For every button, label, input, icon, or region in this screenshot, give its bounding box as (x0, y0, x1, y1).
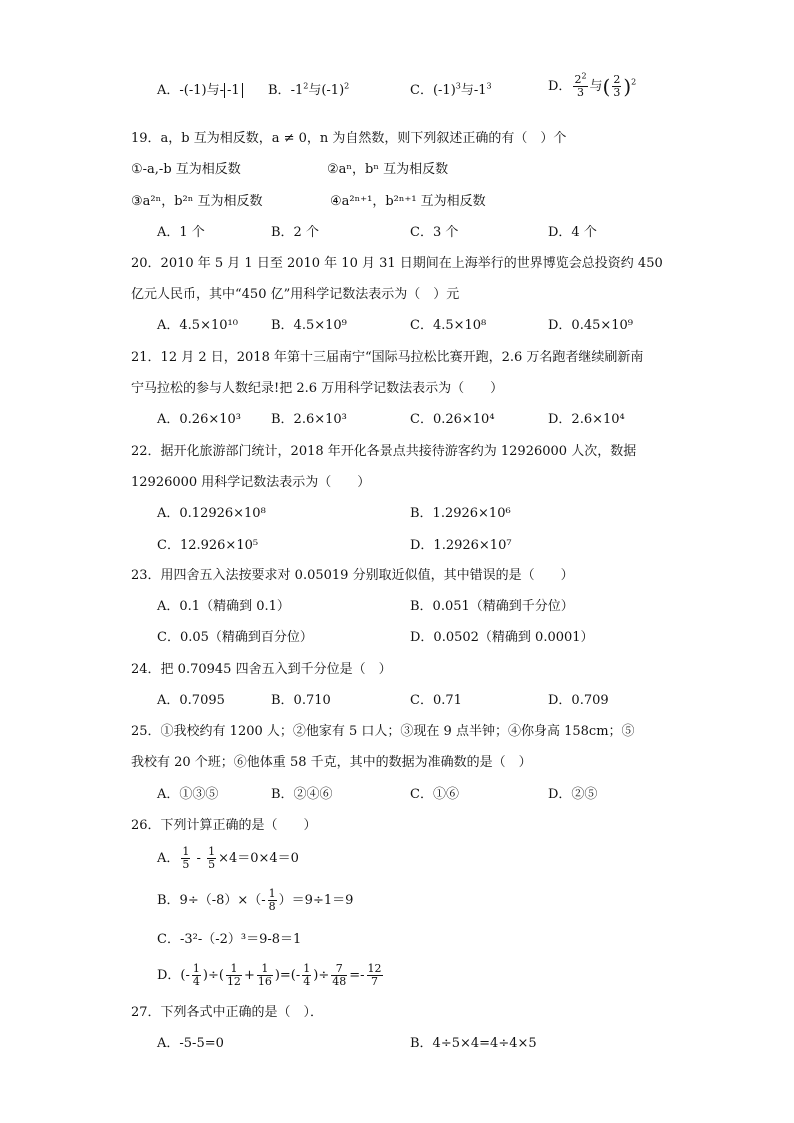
q26-option-d: D．(- $\frac{1}{4}$ )÷( $\frac{1}{12}$ + $\frac{1}{16}$ )=(- $\frac{1}{4}$ )÷ $\frac{7}{48}$ =- $\frac{12}{7}$ (157, 962, 382, 988)
q24-option-d: D．0.709 (548, 693, 609, 708)
q19-option-c: C．3 个 (410, 225, 459, 240)
q23-option-c: C．0.05（精确到百分位） (157, 630, 313, 645)
q26-option-b: B．9÷（-8）×（- $\frac{1}{8}$ ）＝9÷1＝9 (157, 887, 354, 913)
q27-stem: 27．下列各式中正确的是（ ）． (131, 1005, 324, 1020)
q24-stem: 24．把 0.70945 四舍五入到千分位是（ ） (131, 662, 392, 677)
q22-option-c: C．12.926×10⁵ (157, 538, 259, 553)
q25-option-a: A．①③⑤ (157, 787, 219, 802)
q21-option-b: B．2.6×10³ (271, 412, 347, 427)
q20-option-c: C．4.5×10⁸ (410, 318, 487, 333)
q20-option-d: D．0.45×10⁹ (548, 318, 634, 333)
q22-option-a: A．0.12926×10⁸ (157, 506, 266, 521)
q26-option-a: A． $\frac{1}{5}$ - $\frac{1}{5}$ ×4＝0×4＝0 (157, 845, 299, 871)
q18-option-b: B．$-1^2$与$(-1)^2$ (268, 81, 350, 98)
q23-option-d: D．0.0502（精确到 0.0001） (410, 630, 594, 645)
q25-option-d: D．②⑤ (548, 787, 598, 802)
q20-stem-line1: 20．2010 年 5 月 1 日至 2010 年 10 月 31 日期间在上海举行的世界博览会总投资约 450 (131, 256, 663, 271)
q21-stem-line2: 宁马拉松的参与人数纪录!把 2.6 万用科学记数法表示为（ ） (131, 381, 504, 396)
q19-option-a: A．1 个 (157, 225, 205, 240)
q19-statement-2: ②aⁿ，bⁿ 互为相反数 (327, 162, 449, 177)
q18-option-c: C．$(-1)^3$与$-1^3$ (410, 81, 492, 98)
q25-stem-line2: 我校有 20 个班；⑥他体重 58 千克，其中的数据为准确数的是（ ） (131, 755, 532, 770)
q20-option-b: B．4.5×10⁹ (271, 318, 347, 333)
q24-option-c: C．0.71 (410, 693, 462, 708)
q24-option-a: A．0.7095 (157, 693, 225, 708)
q18-option-a: A．-(-1)与- -1 (157, 82, 243, 100)
q23-option-b: B．0.051（精确到千分位） (410, 599, 574, 614)
q18-option-d: D． $\frac{2^2}{3}$ 与( $\frac{2}{3}$ )$^2$ (548, 71, 637, 99)
q19-statement-3: ③a²ⁿ，b²ⁿ 互为相反数 (131, 194, 263, 209)
q22-option-d: D．1.2926×10⁷ (410, 538, 512, 553)
q22-stem-line2: 12926000 用科学记数法表示为（ ） (131, 475, 371, 490)
q22-option-b: B．1.2926×10⁶ (410, 506, 511, 521)
q20-stem-line2: 亿元人民币，其中“450 亿”用科学记数法表示为（ ）元 (131, 287, 460, 302)
q25-stem-line1: 25．①我校约有 1200 人；②他家有 5 口人；③现在 9 点半钟；④你身高 158cm；⑤ (131, 724, 635, 739)
q25-option-b: B．②④⑥ (271, 787, 333, 802)
q19-statement-1: ①-a,-b 互为相反数 (131, 162, 241, 177)
q26-stem: 26．下列计算正确的是（ ） (131, 818, 317, 833)
q20-option-a: A．4.5×10¹⁰ (157, 318, 238, 333)
q27-option-a: A．-5-5=0 (157, 1036, 224, 1051)
q22-stem-line1: 22．据开化旅游部门统计，2018 年开化各景点共接待游客约为 12926000 人次，数据 (131, 444, 637, 459)
q19-stem: 19．a，b 互为相反数，a ≠ 0，n 为自然数，则下列叙述正确的有（ ）个 (131, 131, 567, 146)
q19-option-b: B．2 个 (271, 225, 319, 240)
q24-option-b: B．0.710 (271, 693, 331, 708)
q26-option-c: C．-3²-（-2）³＝9-8＝1 (157, 932, 302, 947)
q23-option-a: A．0.1（精确到 0.1） (157, 599, 290, 614)
q21-option-c: C．0.26×10⁴ (410, 412, 495, 427)
q23-stem: 23．用四舍五入法按要求对 0.05019 分别取近似值，其中错误的是（ ） (131, 568, 574, 583)
q25-option-c: C．①⑥ (410, 787, 459, 802)
q18-a-text (0, 0, 1, 1)
q27-option-b: B．4÷5×4=4÷4×5 (410, 1036, 537, 1051)
q21-option-d: D．2.6×10⁴ (548, 412, 625, 427)
q21-option-a: A．0.26×10³ (157, 412, 241, 427)
q19-statement-4: ④a²ⁿ⁺¹，b²ⁿ⁺¹ 互为相反数 (330, 194, 486, 209)
q21-stem-line1: 21．12 月 2 日，2018 年第十三届南宁“国际马拉松比赛开跑，2.6 万名跑者继续刷新南 (131, 350, 644, 365)
q19-option-d: D．4 个 (548, 225, 597, 240)
